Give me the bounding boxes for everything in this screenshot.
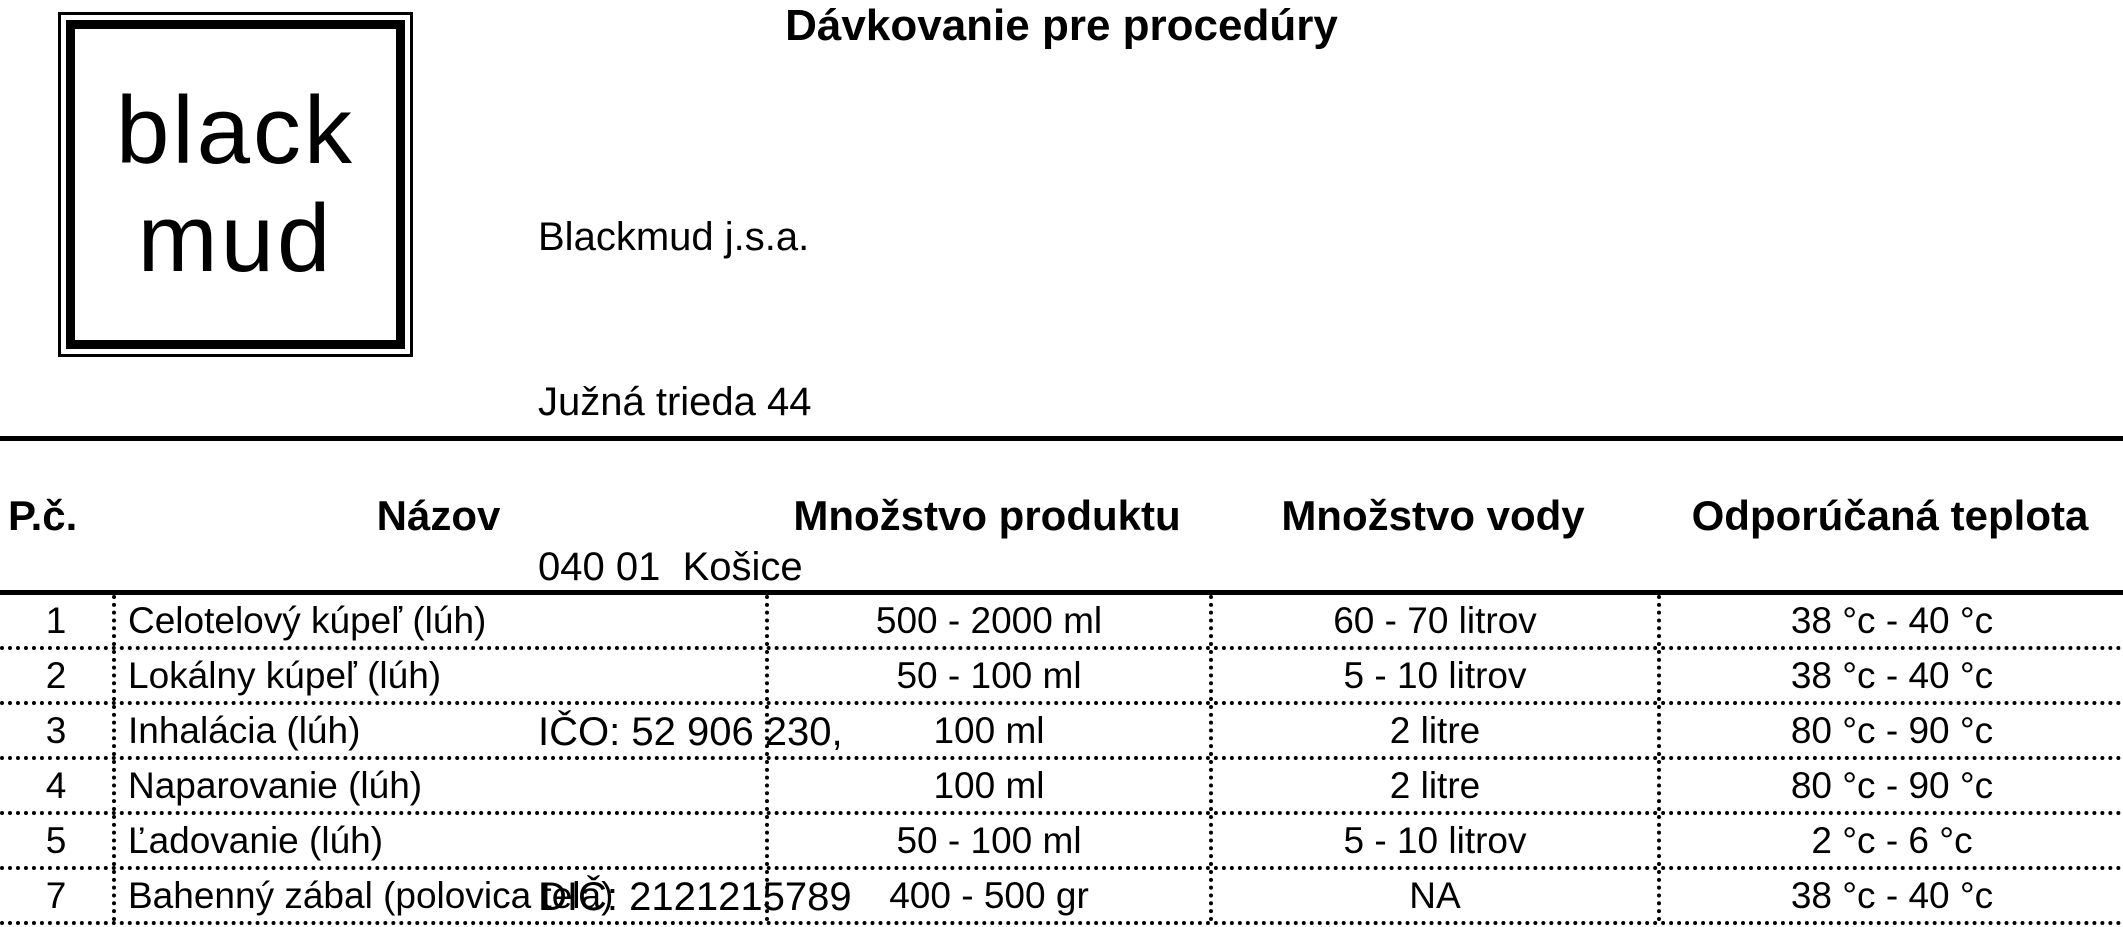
cell-voda: 2 litre <box>1209 760 1657 811</box>
column-header-produkt: Množstvo produktu <box>793 491 1181 539</box>
cell-pc: 7 <box>45 874 67 916</box>
cell-produkt: 400 - 500 gr <box>765 870 1209 921</box>
cell-nazov: Celotelový kúpeľ (lúh) <box>112 595 765 646</box>
cell-pc: 5 <box>45 819 67 861</box>
cell-produkt: 50 - 100 ml <box>765 815 1209 866</box>
company-city: 040 01 Košice <box>538 545 803 589</box>
cell-teplota: 38 °c - 40 °c <box>1657 650 2123 701</box>
cell-nazov: Ľadovanie (lúh) <box>112 815 765 866</box>
cell-nazov: Inhalácia (lúh) <box>112 705 765 756</box>
column-header-pc: P.č. <box>8 491 78 539</box>
page-title: Dávkovanie pre procedúry <box>785 1 1338 50</box>
cell-produkt: 50 - 100 ml <box>765 650 1209 701</box>
cell-voda: 5 - 10 litrov <box>1209 815 1657 866</box>
logo-text-line1: black <box>115 76 356 184</box>
cell-nazov: Lokálny kúpeľ (lúh) <box>112 650 765 701</box>
cell-teplota: 38 °c - 40 °c <box>1657 595 2123 646</box>
company-ico: IČO: 52 906 230, <box>538 710 843 754</box>
company-street: Južná trieda 44 <box>538 380 812 424</box>
cell-pc: 4 <box>45 764 67 806</box>
cell-produkt: 500 - 2000 ml <box>765 595 1209 646</box>
table-header-row <box>0 441 2123 590</box>
cell-teplota: 2 °c - 6 °c <box>1657 815 2123 866</box>
column-header-voda: Množstvo vody <box>1281 491 1585 539</box>
table-row <box>0 650 2123 705</box>
cell-teplota: 38 °c - 40 °c <box>1657 870 2123 921</box>
cell-produkt: 100 ml <box>765 760 1209 811</box>
company-dic: DIČ: 2121215789 <box>538 875 852 919</box>
column-header-nazov: Názov <box>376 491 501 539</box>
table-row <box>0 815 2123 870</box>
cell-teplota: 80 °c - 90 °c <box>1657 705 2123 756</box>
table-body <box>0 595 2123 925</box>
cell-nazov: Naparovanie (lúh) <box>112 760 765 811</box>
cell-voda: 5 - 10 litrov <box>1209 650 1657 701</box>
cell-pc: 2 <box>45 654 67 696</box>
company-name: Blackmud j.s.a. <box>538 215 810 259</box>
cell-pc: 1 <box>45 599 67 641</box>
cell-voda: NA <box>1209 870 1657 921</box>
table-row <box>0 595 2123 650</box>
company-logo-inner-frame <box>66 20 405 349</box>
cell-teplota: 80 °c - 90 °c <box>1657 760 2123 811</box>
cell-voda: 60 - 70 litrov <box>1209 595 1657 646</box>
table-row <box>0 760 2123 815</box>
table-row <box>0 870 2123 925</box>
cell-produkt: 100 ml <box>765 705 1209 756</box>
logo-text-line2: mud <box>137 184 334 292</box>
company-logo <box>58 12 413 357</box>
column-header-teplota: Odporúčaná teplota <box>1691 491 2089 539</box>
cell-pc: 3 <box>45 709 67 751</box>
table-row <box>0 705 2123 760</box>
cell-nazov: Bahenný zábal (polovica tela) <box>112 870 765 921</box>
cell-voda: 2 litre <box>1209 705 1657 756</box>
